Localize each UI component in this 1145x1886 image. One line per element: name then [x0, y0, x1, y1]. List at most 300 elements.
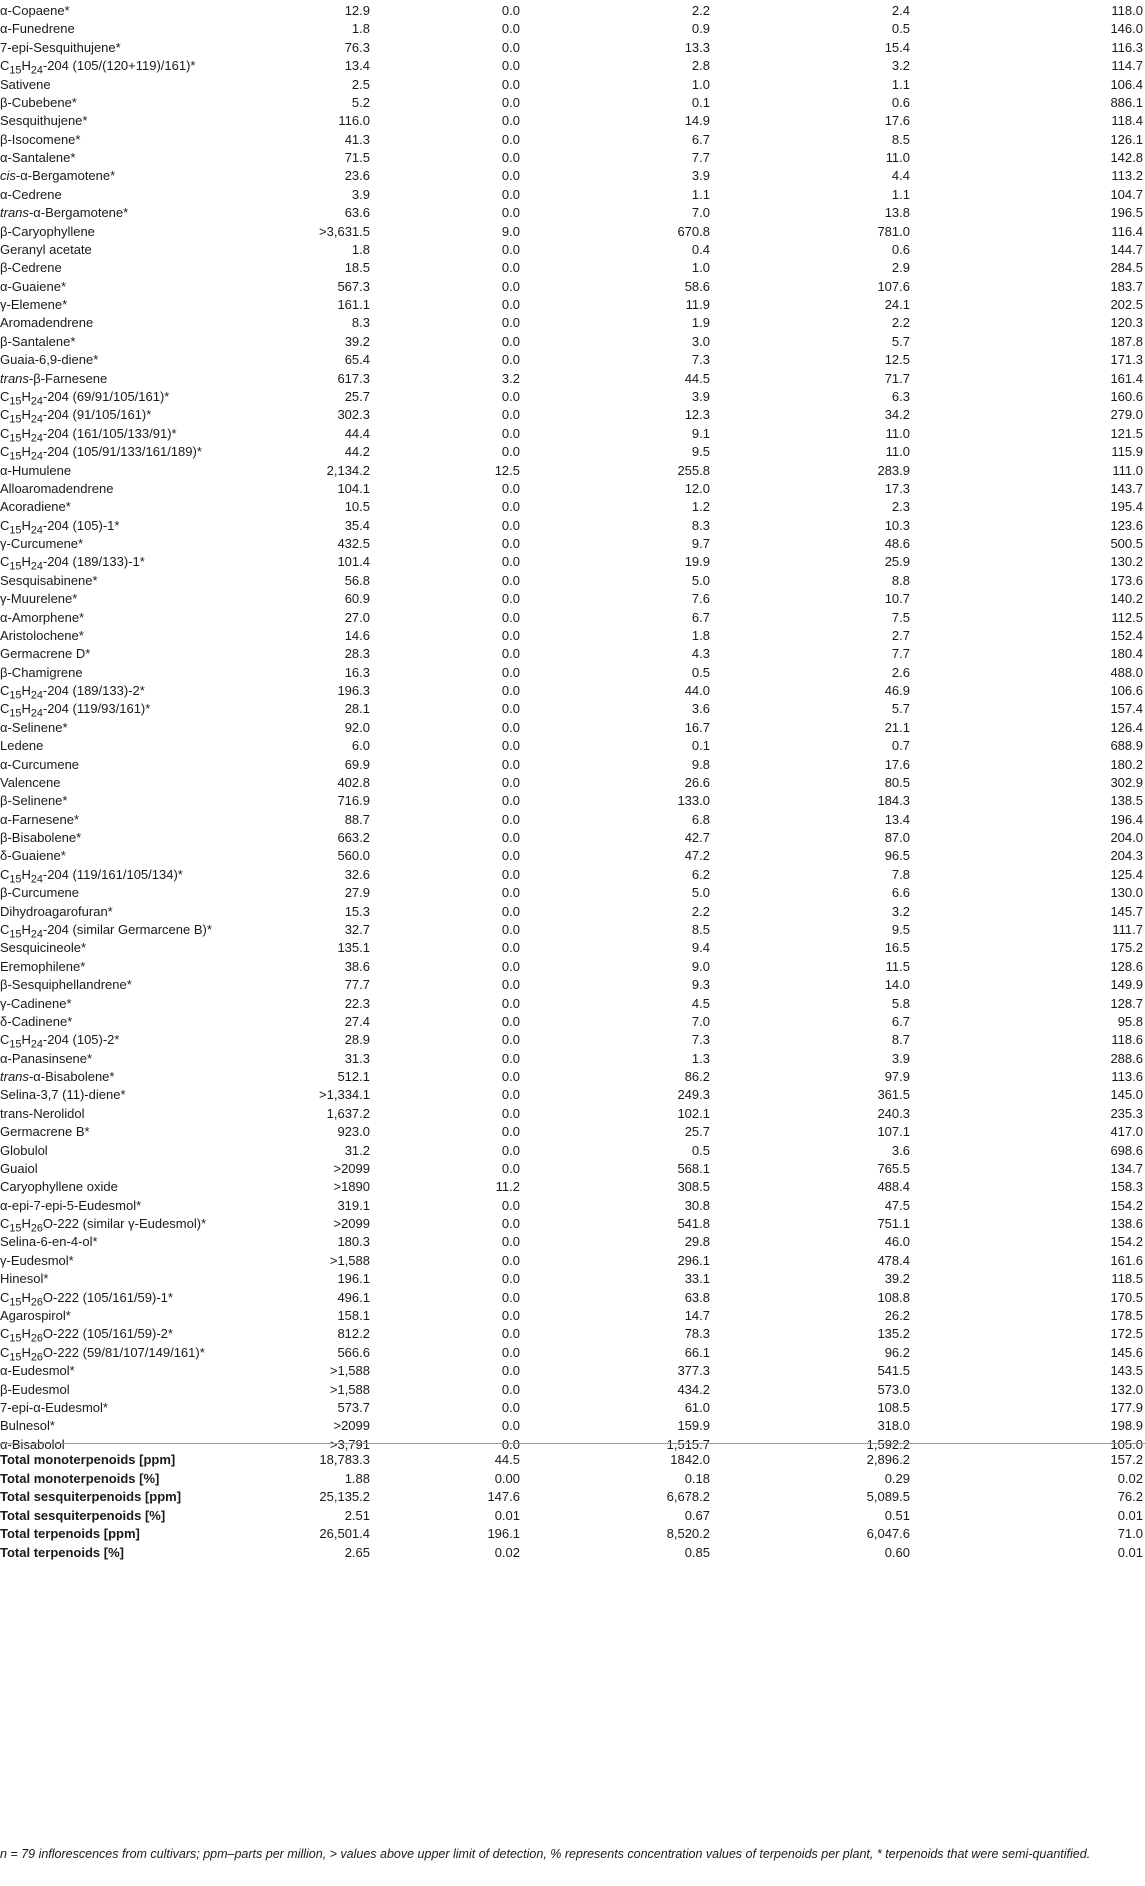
value-cell: 48.6: [884, 536, 910, 552]
value-cell: 126.1: [1110, 131, 1143, 147]
value-cell: 14.6: [344, 627, 370, 643]
value-cell: 32.6: [344, 866, 370, 882]
value-cell: 34.2: [884, 407, 910, 423]
value-cell: 8.7: [891, 1032, 910, 1048]
value-cell: 31.2: [344, 1142, 370, 1158]
value-cell: 5.7: [891, 333, 910, 349]
value-cell: 113.6: [1111, 1069, 1143, 1085]
value-cell: 560.0: [337, 848, 370, 864]
value-cell: 196.3: [337, 683, 370, 699]
total-value: 25,135.2: [319, 1489, 370, 1504]
value-cell: 9.5: [891, 922, 910, 937]
value-cell: 118.6: [1111, 1032, 1143, 1048]
value-cell: 1.8: [351, 21, 370, 37]
compound-name: $C_{15}H_{26}O-222$ (59/81/107/149/161)*: [0, 1344, 205, 1364]
value-cell: 172.5: [1110, 1326, 1143, 1342]
value-cell: 566.6: [337, 1344, 370, 1360]
value-cell: 617.3: [337, 370, 370, 386]
value-cell: 9.4: [691, 940, 710, 956]
value-cell: 0.0: [501, 683, 520, 699]
value-cell: 21.1: [884, 719, 910, 735]
value-cell: 96.5: [884, 848, 910, 864]
value-cell: 2.9: [891, 260, 910, 276]
value-cell: 0.0: [501, 58, 520, 74]
value-cell: 25.7: [344, 388, 370, 404]
value-cell: 96.2: [884, 1344, 910, 1360]
value-cell: 1,637.2: [326, 1105, 370, 1121]
value-cell: 0.0: [501, 333, 520, 349]
value-cell: 1,515.7: [666, 1436, 710, 1452]
value-cell: 111.7: [1112, 922, 1143, 937]
compound-name: $C_{15}H_{24}-204$ (189/133)-1*: [0, 554, 145, 573]
value-cell: 2.2: [891, 315, 910, 331]
value-cell: 5.0: [691, 885, 710, 901]
value-cell: 106.4: [1110, 76, 1143, 92]
value-cell: 135.1: [337, 940, 370, 956]
value-cell: 132.0: [1110, 1381, 1143, 1397]
value-cell: 2.2: [691, 903, 710, 919]
total-value: 147.6: [487, 1489, 520, 1504]
value-cell: 42.7: [684, 830, 710, 846]
value-cell: 0.0: [501, 1069, 520, 1085]
total-value: 26,501.4: [319, 1526, 370, 1541]
compound-name: α-Copaene*: [0, 3, 70, 18]
value-cell: 6.7: [691, 609, 710, 625]
value-cell: 25.7: [684, 1124, 710, 1140]
value-cell: 76.3: [344, 39, 370, 55]
value-cell: 0.0: [501, 1160, 520, 1176]
value-cell: 886.1: [1110, 94, 1143, 110]
value-cell: 11.0: [885, 444, 910, 460]
compound-name: Guaiol: [0, 1160, 38, 1176]
value-cell: 16.7: [684, 719, 710, 735]
value-cell: 39.2: [884, 1271, 910, 1287]
compound-name: β-Bisabolene*: [0, 830, 82, 846]
value-cell: 698.6: [1110, 1142, 1143, 1158]
compound-name: β-Sesquiphellandrene*: [0, 977, 132, 993]
value-cell: 573.7: [337, 1399, 370, 1415]
value-cell: 2.8: [691, 58, 710, 74]
total-value: 2,896.2: [866, 1452, 910, 1467]
total-label: Total terpenoids [%]: [0, 1544, 124, 1560]
table-divider: [0, 1443, 1145, 1444]
value-cell: 106.6: [1110, 683, 1143, 699]
value-cell: 19.9: [684, 554, 710, 570]
value-cell: 4.4: [891, 168, 910, 184]
compound-name: α-Santalene*: [0, 150, 76, 166]
value-cell: 0.0: [501, 3, 520, 18]
value-cell: 9.8: [691, 756, 710, 772]
value-cell: 71.5: [344, 150, 370, 166]
compound-name: δ-Guaiene*: [0, 848, 66, 864]
compound-name: α-Funedrene: [0, 21, 75, 37]
value-cell: 0.0: [501, 1289, 520, 1305]
value-cell: 3.6: [691, 701, 710, 717]
value-cell: 6.2: [691, 866, 710, 882]
value-cell: 9.7: [691, 536, 710, 552]
value-cell: 7.7: [891, 646, 910, 662]
value-cell: 44.4: [344, 425, 370, 441]
total-value: 0.29: [884, 1470, 910, 1486]
value-cell: 8.3: [691, 517, 710, 533]
value-cell: 97.9: [884, 1069, 910, 1085]
compound-name: Caryophyllene oxide: [0, 1179, 118, 1195]
value-cell: 0.0: [501, 1216, 520, 1232]
value-cell: 26.2: [884, 1307, 910, 1323]
compound-name: Ledene: [0, 738, 44, 754]
value-cell: 170.5: [1110, 1289, 1143, 1305]
value-cell: 0.0: [501, 1436, 520, 1452]
value-cell: 3.9: [351, 186, 370, 202]
value-cell: 0.0: [501, 793, 520, 809]
value-cell: 66.1: [684, 1344, 710, 1360]
compound-name: $C_{15}H_{24}-204$ (91/105/161)*: [0, 407, 152, 426]
value-cell: 0.0: [501, 499, 520, 515]
value-cell: 120.3: [1110, 315, 1143, 331]
compound-name: β-Selinene*: [0, 793, 68, 809]
value-cell: 7.0: [691, 205, 710, 221]
compound-name: Sesquisabinene*: [0, 572, 98, 588]
compound-name: Agarospirol*: [0, 1307, 71, 1323]
value-cell: 196.4: [1110, 811, 1143, 827]
value-cell: 302.9: [1110, 774, 1143, 790]
compound-name: β-Curcumene: [0, 885, 80, 901]
value-cell: 63.6: [344, 205, 370, 221]
value-cell: 5.8: [891, 995, 910, 1011]
value-cell: 0.7: [891, 738, 910, 754]
compound-name: Germacrene D*: [0, 646, 91, 662]
value-cell: 377.3: [677, 1363, 710, 1379]
compound-name: α-Guaiene*: [0, 278, 67, 294]
value-cell: 12.5: [884, 352, 910, 368]
value-cell: 2.2: [691, 3, 710, 18]
value-cell: 0.0: [501, 664, 520, 680]
value-cell: 30.8: [684, 1197, 710, 1213]
value-cell: 95.8: [1117, 1013, 1143, 1029]
compound-name: γ-Eudesmol*: [0, 1252, 74, 1268]
value-cell: 33.1: [684, 1271, 710, 1287]
value-cell: 143.5: [1110, 1363, 1143, 1379]
compound-name: $C_{15}H_{24}-204$ (105/(120+119)/161)*: [0, 58, 196, 77]
value-cell: 3.9: [891, 1050, 910, 1066]
value-cell: 32.7: [344, 922, 370, 937]
value-cell: 6.6: [891, 885, 910, 901]
value-cell: 7.7: [691, 150, 710, 166]
value-cell: 26.6: [684, 774, 710, 790]
value-cell: 144.7: [1110, 241, 1143, 257]
value-cell: 0.0: [501, 977, 520, 993]
value-cell: 11.5: [885, 958, 910, 974]
value-cell: 0.9: [691, 21, 710, 37]
total-value: 71.0: [1117, 1526, 1143, 1541]
compound-name: β-Caryophyllene: [0, 223, 95, 239]
value-cell: 500.5: [1110, 536, 1143, 552]
value-cell: 0.0: [501, 205, 520, 221]
value-cell: 361.5: [877, 1087, 910, 1103]
value-cell: 180.4: [1110, 646, 1143, 662]
value-cell: 105.0: [1110, 1436, 1143, 1452]
value-cell: 107.6: [877, 278, 910, 294]
value-cell: 7.3: [691, 352, 710, 368]
value-cell: 0.0: [501, 517, 520, 533]
value-cell: >2099: [333, 1216, 370, 1232]
value-cell: 11.0: [885, 150, 910, 166]
compound-name: γ-Cadinene*: [0, 995, 72, 1011]
value-cell: 0.5: [891, 21, 910, 37]
value-cell: 417.0: [1110, 1124, 1143, 1140]
value-cell: 0.0: [501, 94, 520, 110]
value-cell: 0.0: [501, 1234, 520, 1250]
total-value: 0.85: [684, 1544, 710, 1560]
value-cell: 0.0: [501, 1197, 520, 1213]
value-cell: 14.0: [884, 977, 910, 993]
value-cell: 107.1: [877, 1124, 910, 1140]
value-cell: 4.5: [691, 995, 710, 1011]
value-cell: 142.8: [1110, 150, 1143, 166]
compound-name: Selina-3,7 (11)-diene*: [0, 1087, 126, 1103]
value-cell: 154.2: [1110, 1197, 1143, 1213]
value-cell: 184.3: [877, 793, 910, 809]
value-cell: 318.0: [877, 1418, 910, 1434]
value-cell: 688.9: [1110, 738, 1143, 754]
value-cell: 10.7: [884, 591, 910, 607]
compound-name: $C_{15}H_{26}O-222$ (similar γ-Eudesmol)*: [0, 1216, 207, 1235]
total-row: [0, 1542, 1145, 1564]
value-cell: 44.0: [684, 683, 710, 699]
value-cell: 16.3: [344, 664, 370, 680]
compound-name: Germacrene B*: [0, 1124, 90, 1140]
value-cell: 496.1: [337, 1289, 370, 1305]
value-cell: 11.9: [685, 297, 710, 313]
value-cell: 812.2: [337, 1326, 370, 1342]
value-cell: 432.5: [337, 536, 370, 552]
value-cell: 16.5: [884, 940, 910, 956]
compound-name: $C_{15}H_{26}O-222$ (105/161/59)-1*: [0, 1289, 173, 1309]
value-cell: 116.3: [1111, 39, 1143, 55]
value-cell: 108.8: [877, 1289, 910, 1305]
value-cell: 28.9: [344, 1032, 370, 1048]
compound-name: trans-Nerolidol: [0, 1105, 85, 1121]
value-cell: 478.4: [877, 1252, 910, 1268]
value-cell: 2.3: [891, 499, 910, 515]
value-cell: 39.2: [344, 333, 370, 349]
value-cell: 10.5: [344, 499, 370, 515]
compound-name: α-Amorphene*: [0, 609, 85, 625]
value-cell: 114.7: [1111, 58, 1143, 74]
value-cell: 0.0: [501, 1326, 520, 1342]
compound-name: γ-Muurelene*: [0, 591, 78, 607]
value-cell: 0.0: [501, 866, 520, 882]
compound-name: β-Chamigrene: [0, 664, 83, 680]
value-cell: 88.7: [344, 811, 370, 827]
value-cell: 47.5: [884, 1197, 910, 1213]
value-cell: 0.0: [501, 830, 520, 846]
value-cell: 9.3: [691, 977, 710, 993]
value-cell: 47.2: [684, 848, 710, 864]
value-cell: 0.0: [501, 168, 520, 184]
compound-name: Dihydroagarofuran*: [0, 903, 113, 919]
value-cell: 0.0: [501, 388, 520, 404]
value-cell: 0.0: [501, 940, 520, 956]
compound-name: cis-α-Bergamotene*: [0, 168, 116, 184]
compound-name: Acoradiene*: [0, 499, 71, 515]
compound-name: trans-α-Bergamotene*: [0, 205, 129, 221]
value-cell: 0.0: [501, 811, 520, 827]
value-cell: 27.0: [344, 609, 370, 625]
value-cell: 0.0: [501, 903, 520, 919]
value-cell: 488.0: [1110, 664, 1143, 680]
total-value: 18,783.3: [319, 1452, 370, 1467]
value-cell: 0.6: [891, 94, 910, 110]
compound-name: Sesquicineole*: [0, 940, 87, 956]
compound-name: Eremophilene*: [0, 958, 86, 974]
value-cell: 0.0: [501, 1124, 520, 1140]
compound-name: β-Isocomene*: [0, 131, 81, 147]
total-value: 0.18: [684, 1470, 710, 1486]
value-cell: 0.0: [501, 591, 520, 607]
value-cell: 0.0: [501, 186, 520, 202]
value-cell: 115.9: [1111, 444, 1143, 460]
value-cell: 1.0: [691, 76, 710, 92]
value-cell: 488.4: [877, 1179, 910, 1195]
value-cell: 1.8: [691, 627, 710, 643]
value-cell: 7.3: [691, 1032, 710, 1048]
value-cell: 46.9: [884, 683, 910, 699]
value-cell: 113.2: [1111, 168, 1143, 184]
value-cell: 86.2: [684, 1069, 710, 1085]
value-cell: 180.3: [337, 1234, 370, 1250]
value-cell: 101.4: [337, 554, 370, 570]
value-cell: 6.7: [691, 131, 710, 147]
value-cell: 0.0: [501, 131, 520, 147]
value-cell: 0.0: [501, 995, 520, 1011]
value-cell: 134.7: [1110, 1160, 1143, 1176]
value-cell: 158.3: [1110, 1179, 1143, 1195]
value-cell: 196.1: [337, 1271, 370, 1287]
total-value: 1.88: [344, 1470, 370, 1486]
value-cell: 568.1: [677, 1160, 710, 1176]
value-cell: 0.0: [501, 738, 520, 754]
compound-name: Bulnesol*: [0, 1418, 55, 1434]
value-cell: 1.0: [691, 260, 710, 276]
value-cell: >1,588: [329, 1381, 370, 1397]
value-cell: 0.0: [501, 885, 520, 901]
table-footnote: n = 79 inflorescences from cultivars; ppm–parts per million, > values above upper limit of detection, % represents concentration values of terpenoids per plant, * terpenoids that were semi-quantified.: [0, 1847, 1091, 1861]
value-cell: 177.9: [1110, 1399, 1143, 1415]
value-cell: 78.3: [684, 1326, 710, 1342]
total-value: 6,047.6: [866, 1526, 910, 1541]
value-cell: 123.6: [1110, 517, 1143, 533]
value-cell: 670.8: [677, 223, 710, 239]
value-cell: 69.9: [344, 756, 370, 772]
compound-name: β-Santalene*: [0, 333, 76, 349]
compound-name: trans-β-Farnesene: [0, 370, 108, 386]
value-cell: 23.6: [344, 168, 370, 184]
value-cell: 128.7: [1110, 995, 1143, 1011]
compound-name: α-Eudesmol*: [0, 1363, 75, 1379]
value-cell: 1.2: [691, 499, 710, 515]
value-cell: 9.0: [691, 958, 710, 974]
value-cell: 3.9: [691, 388, 710, 404]
value-cell: >3,631.5: [319, 223, 370, 239]
value-cell: 663.2: [337, 830, 370, 846]
compound-name: $C_{15}H_{24}-204$ (69/91/105/161)*: [0, 388, 170, 408]
value-cell: 319.1: [337, 1197, 370, 1213]
value-cell: 8.3: [351, 315, 370, 331]
value-cell: 11.0: [885, 425, 910, 441]
compound-name: α-Panasinsene*: [0, 1050, 93, 1066]
compound-name: Globulol: [0, 1142, 48, 1158]
value-cell: 402.8: [337, 774, 370, 790]
compound-name: 7-epi-Sesquithujene*: [0, 39, 121, 55]
compound-name: $C_{15}H_{26}O-222$ (105/161/59)-2*: [0, 1326, 173, 1345]
value-cell: 12.0: [684, 480, 710, 496]
value-cell: 46.0: [884, 1234, 910, 1250]
value-cell: 1.1: [891, 76, 910, 92]
value-cell: 13.4: [344, 58, 370, 74]
value-cell: 541.5: [877, 1363, 910, 1379]
value-cell: 9.5: [691, 444, 710, 460]
value-cell: 28.3: [344, 646, 370, 662]
compound-name: trans-α-Bisabolene*: [0, 1069, 115, 1085]
compound-name: Alloaromadendrene: [0, 480, 114, 496]
value-cell: 0.0: [501, 627, 520, 643]
value-cell: 0.0: [501, 1252, 520, 1268]
value-cell: 6.8: [691, 811, 710, 827]
compound-name: δ-Cadinene*: [0, 1013, 73, 1029]
value-cell: 0.0: [501, 444, 520, 460]
value-cell: 2.7: [891, 627, 910, 643]
value-cell: 138.6: [1110, 1216, 1143, 1232]
value-cell: 145.0: [1110, 1087, 1143, 1103]
value-cell: 8.5: [691, 922, 710, 937]
value-cell: 56.8: [344, 572, 370, 588]
value-cell: 0.5: [691, 1142, 710, 1158]
total-value: 6,678.2: [666, 1489, 710, 1504]
total-value: 0.00: [494, 1470, 520, 1486]
value-cell: 923.0: [337, 1124, 370, 1140]
value-cell: 128.6: [1110, 958, 1143, 974]
value-cell: 60.9: [344, 591, 370, 607]
value-cell: 10.3: [884, 517, 910, 533]
value-cell: 195.4: [1110, 499, 1143, 515]
total-value: 2.65: [344, 1544, 370, 1560]
total-value: 0.01: [1117, 1507, 1143, 1523]
value-cell: 0.0: [501, 1381, 520, 1397]
total-value: 0.67: [684, 1507, 710, 1523]
value-cell: 102.1: [677, 1105, 710, 1121]
value-cell: 158.1: [337, 1307, 370, 1323]
value-cell: 198.9: [1110, 1418, 1143, 1434]
value-cell: 171.3: [1110, 352, 1143, 368]
value-cell: 0.0: [501, 76, 520, 92]
compound-name: α-Bisabolol: [0, 1436, 65, 1452]
value-cell: 130.2: [1110, 554, 1143, 570]
total-value: 44.5: [494, 1452, 520, 1467]
value-cell: 145.7: [1110, 903, 1143, 919]
value-cell: 0.0: [501, 1142, 520, 1158]
value-cell: 14.9: [684, 113, 710, 129]
value-cell: 112.5: [1111, 609, 1143, 625]
value-cell: 0.0: [501, 922, 520, 937]
compound-name: β-Cubebene*: [0, 94, 77, 110]
value-cell: 0.0: [501, 113, 520, 129]
compound-name: $C_{15}H_{24}-204$ (119/161/105/134)*: [0, 866, 183, 886]
value-cell: 2,134.2: [326, 462, 370, 478]
value-cell: 1.3: [691, 1050, 710, 1066]
compound-name: 7-epi-α-Eudesmol*: [0, 1399, 108, 1415]
value-cell: 0.0: [501, 1087, 520, 1103]
